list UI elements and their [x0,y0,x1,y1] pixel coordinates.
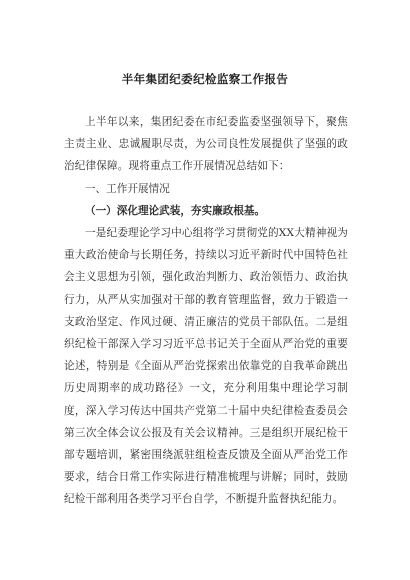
intro-paragraph: 上半年以来，集团纪委在市纪委监委坚强领导下，聚焦主责主业、忠诚履职尽责，为公司良性发展提供了坚强的政治纪律保障。现将重点工作开展情况总结如下： [64,116,348,173]
document-body [64,111,348,511]
document-title: 半年集团纪委纪检监察工作报告 [121,72,289,86]
subsection-heading: （一）深化理论武装，夯实廉政根基。 [85,204,266,217]
section-heading: 一、工作开展情况 [85,182,170,195]
body-paragraph: 一是纪委理论学习中心组将学习贯彻党的XX大精神视为重大政治使命与长期任务，持续以习近平新时代中国特色社会主义思想为引领，强化政治判断力、政治领悟力、政治执行力，从严从实加强对干部的教育管理监督，致力于锻造一支政治坚定、作风过硬、清正廉洁的党员干部队伍。二是组织纪检干部深入学习习近平总书记关于全面从严治党的重要论述，特别是《全面从严治党探索出依靠党的自我革命跳出历史周期率的成功路径》一文，充分利用集中理论学习制度，深入学习传达中国共产党第二十届中央纪律检查委员会第三次全体会议公报及有关会议精神。三是组织开展纪检干部专题培训，紧密围绕派驻组检查反馈及全面从严治党工作要求，结合日常工作实际进行精准梳理与讲解；同时，鼓励纪检干部利用各类学习平台自学，不断提升监督执纪能力。 [64,227,348,506]
